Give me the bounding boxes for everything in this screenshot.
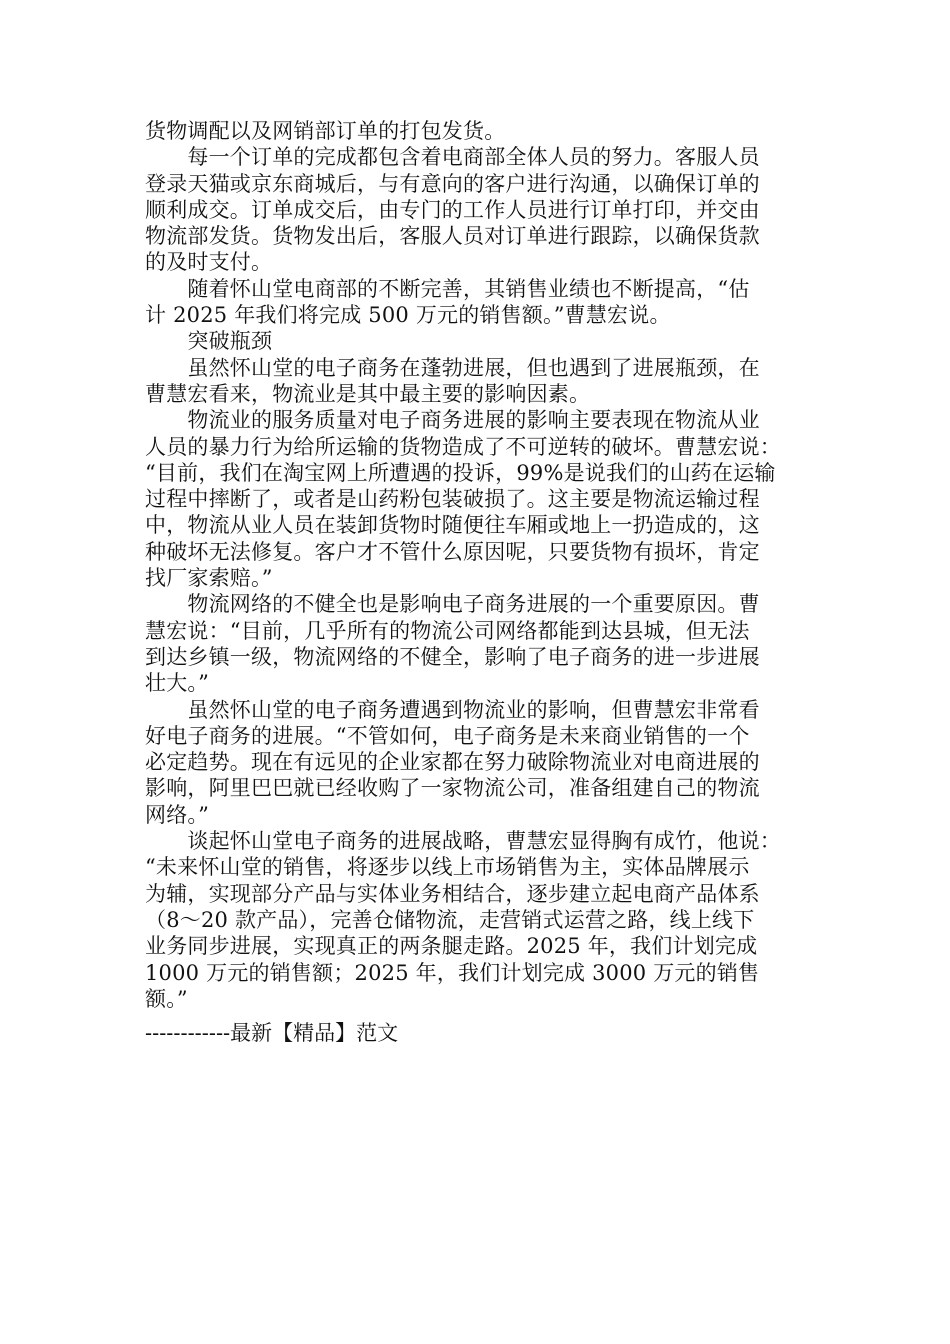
document-footer: ------------最新【精品】范文 — [145, 1021, 399, 1045]
text-line: 好电子商务的进展。“不管如何，电子商务是未来商业销售的一个 — [145, 723, 750, 748]
text-line: “未来怀山堂的销售，将逐步以线上市场销售为主，实体品牌展示 — [145, 855, 750, 880]
text-line: 货物调配以及网销部订单的打包发货。 — [145, 119, 506, 143]
text-line: 虽然怀山堂的电子商务在蓬勃进展，但也遇到了进展瓶颈，在 — [145, 355, 760, 380]
text-line: “目前，我们在淘宝网上所遭遇的投诉，99%是说我们的山药在运输 — [145, 460, 776, 485]
text-line: 到达乡镇一级，物流网络的不健全，影响了电子商务的进一步进展 — [145, 644, 760, 669]
text-line: 登录天猫或京东商城后，与有意向的客户进行沟通，以确保订单的 — [145, 171, 760, 196]
text-line: 影响，阿里巴巴就已经收购了一家物流公司，准备组建自己的物流 — [145, 776, 760, 801]
text-line: 慧宏说：“目前，几乎所有的物流公司网络都能到达县城，但无法 — [145, 618, 750, 643]
text-line: 网络。” — [145, 802, 210, 827]
text-line: 物流网络的不健全也是影响电子商务进展的一个重要原因。曹 — [145, 592, 760, 617]
document-body — [145, 118, 810, 1012]
text-line: 1000 万元的销售额；2025 年，我们计划完成 3000 万元的销售 — [145, 960, 760, 985]
text-line: 虽然怀山堂的电子商务遭遇到物流业的影响，但曹慧宏非常看 — [145, 697, 760, 722]
text-line: 过程中摔断了，或者是山药粉包装破损了。这主要是物流运输过程 — [145, 487, 760, 512]
text-line: 人员的暴力行为给所运输的货物造成了不可逆转的破坏。曹慧宏说： — [145, 434, 781, 459]
text-line: 顺利成交。订单成交后，由专门的工作人员进行订单打印，并交由 — [145, 197, 760, 222]
text-line: 中，物流从业人员在装卸货物时随便往车厢或地上一扔造成的，这 — [145, 513, 760, 538]
text-line: 为辅，实现部分产品与实体业务相结合，逐步建立起电商产品体系 — [145, 881, 760, 906]
text-line: 突破瓶颈 — [145, 329, 273, 354]
text-line: 物流部发货。货物发出后，客服人员对订单进行跟踪，以确保货款 — [145, 224, 760, 249]
text-line: 曹慧宏看来，物流业是其中最主要的影响因素。 — [145, 381, 591, 406]
text-line: 找厂家索赔。” — [145, 566, 273, 591]
text-line: 物流业的服务质量对电子商务进展的影响主要表现在物流从业 — [145, 408, 760, 433]
text-line: 的及时支付。 — [145, 250, 273, 275]
text-line: 种破坏无法修复。客户才不管什么原因呢，只要货物有损坏，肯定 — [145, 539, 760, 564]
text-line: 计 2025 年我们将完成 500 万元的销售额。”曹慧宏说。 — [145, 303, 671, 328]
text-line: 必定趋势。现在有远见的企业家都在努力破除物流业对电商进展的 — [145, 750, 760, 775]
text-line: 谈起怀山堂电子商务的进展战略，曹慧宏显得胸有成竹，他说： — [145, 829, 781, 854]
text-line: （8～20 款产品），完善仓储物流，走营销式运营之路，线上线下 — [145, 907, 755, 932]
text-line: 每一个订单的完成都包含着电商部全体人员的努力。客服人员 — [145, 145, 760, 170]
text-line: 壮大。” — [145, 671, 210, 696]
text-line: 业务同步进展，实现真正的两条腿走路。2025 年，我们计划完成 — [145, 934, 758, 959]
text-line: 额。” — [145, 986, 188, 1011]
text-line: 随着怀山堂电商部的不断完善，其销售业绩也不断提高，“估 — [145, 276, 750, 301]
